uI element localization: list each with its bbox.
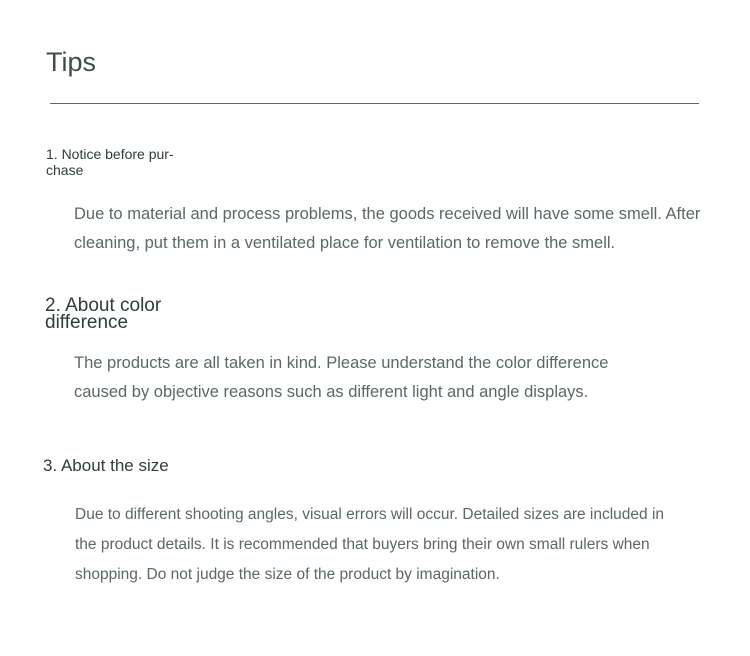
color-difference-text: The products are all taken in kind. Please understand the color difference caused by objective reasons such as different light and angle displays. (74, 354, 609, 401)
notice-heading: 1. Notice before pur-chase (46, 146, 174, 178)
color-difference-heading: 2. About color difference (45, 295, 162, 333)
title-divider (50, 103, 699, 104)
page-title: Tips (46, 47, 97, 77)
notice-text: Due to material and process problems, the goods received will have some smell. After cleaning, put them in a ventilated place for ventilation to remove the smell. (74, 205, 701, 252)
size-text: Due to different shooting angles, visual errors will occur. Detailed sizes are included in the product details. It is recommended that buyers bring their own small rulers when shopping. Do not judge the size of the product by imagination. (75, 506, 665, 583)
size-heading: 3. About the size (43, 456, 169, 475)
